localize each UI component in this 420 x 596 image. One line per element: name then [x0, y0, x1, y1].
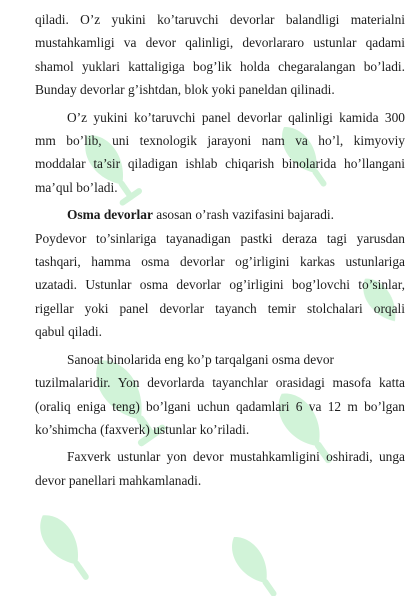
paragraph-4	[35, 348, 405, 442]
text-line: moddalar ta’sir qiladigan ishlab chiqarish binolarida ho’llangani	[35, 156, 405, 172]
text-line	[35, 203, 405, 226]
text-line: ma’qul bo’ladi.	[35, 179, 118, 195]
paragraph-3	[35, 203, 405, 343]
text-line: Sanoat binolarida eng ko’p tarqalgani osma devor	[67, 351, 334, 367]
text-line: (oraliq eniga teng) bo’lgani uchun qadamlari 6 va 12 m bo’lgan	[35, 398, 405, 414]
paragraph-1	[35, 8, 405, 102]
text-line: tuzilmalaridir. Yon devorlarda tayanchlar orasidagi masofa katta	[35, 375, 405, 391]
text-line: uzatadi. Ustunlar osma devorlar og’irligini bog’lovchi to’sinlar,	[35, 277, 405, 293]
text-line: tashqari, hamma osma devorlar og’irligini karkas ustunlariga	[35, 254, 405, 270]
text-line: Bunday devorlar g’ishtdan, blok yoki paneldan qilinadi.	[35, 82, 335, 98]
watermark-leaf-icon	[223, 530, 285, 596]
text-line: Poydevor to’sinlariga tayanadigan pastki deraza tagi yarusdan	[35, 230, 405, 246]
text-line: ko’shimcha (faxverk) ustunlar ko’riladi.	[35, 421, 250, 437]
text-line: shamol yuklari kattaligiga bog’lik holda chegaralangan bo’ladi.	[35, 58, 405, 74]
bold-term: Osma devorlar	[67, 207, 153, 223]
text-line: rigellar yoki panel devorlar tayanch temir stolchalari orqali	[35, 300, 405, 316]
text-fragment: asosan o’rash vazifasini bajaradi.	[152, 207, 334, 223]
paragraph-2	[35, 106, 405, 200]
watermark-leaf-icon	[31, 507, 99, 587]
text-line: devor panellari mahkamlanadi.	[35, 472, 202, 488]
text-line: mustahkamligi va devor qalinligi, devorlararo ustunlar qadami	[35, 35, 405, 51]
document-body	[35, 8, 405, 492]
paragraph-5	[35, 445, 405, 492]
text-line: qabul qiladi.	[35, 324, 102, 340]
text-line: mm bo’lib, uni texnologik jarayoni nam va ho’l, kimyoviy	[35, 133, 405, 149]
text-line: O’z yukini ko’taruvchi panel devorlar qalinligi kamida 300	[67, 109, 405, 125]
text-line: qiladi. O’z yukini ko’taruvchi devorlar balandligi materialni	[35, 12, 405, 27]
text-line: Faxverk ustunlar yon devor mustahkamligini oshiradi, unga	[67, 449, 405, 465]
